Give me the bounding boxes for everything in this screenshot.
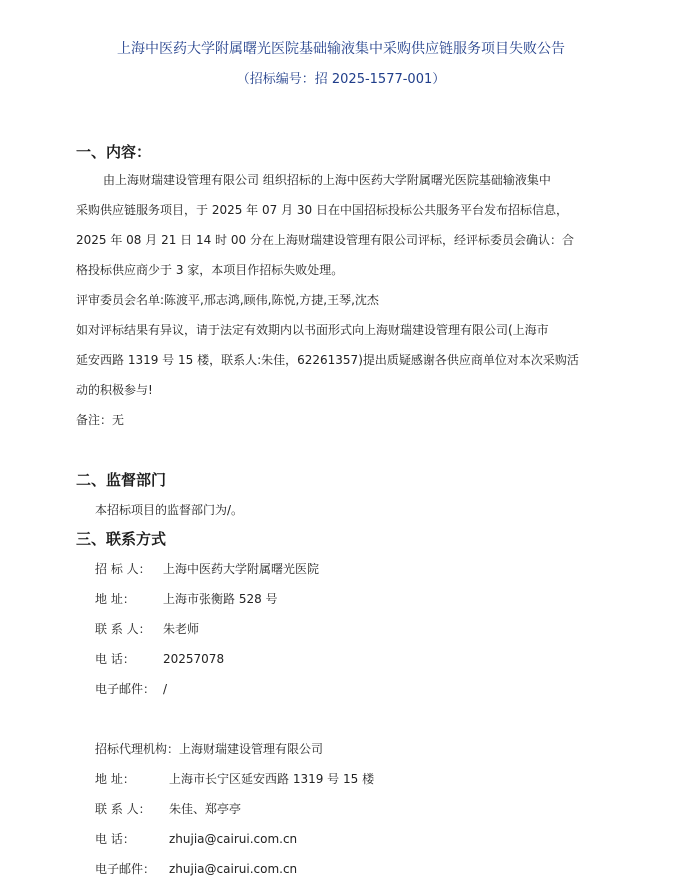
address-value: 上海市张衡路 528 号 (163, 592, 278, 606)
content-line-4: 格投标供应商少于 3 家，本项目作招标失败处理。 (76, 263, 344, 277)
agency-address-label: 地 址： (95, 772, 135, 786)
objection-line-1: 如对评标结果有异议，请于法定有效期内以书面形式向上海财瑞建设管理有限公司(上海市 (76, 323, 549, 337)
agency-phone-row (95, 831, 297, 847)
remark: 备注：无 (76, 413, 125, 427)
email-label: 电子邮件： (95, 682, 156, 696)
agency-address-row (95, 771, 374, 787)
tenderer-value: 上海中医药大学附属曙光医院 (163, 562, 320, 576)
tenderer-row (95, 561, 319, 577)
contact-label: 联 系 人： (95, 622, 151, 636)
address-label: 地 址： (95, 592, 135, 606)
tenderer-contact-row (95, 621, 199, 637)
content-line-1: 由上海财瑞建设管理有限公司 组织招标的上海中医药大学附属曙光医院基础输液集中 (103, 173, 551, 187)
tenderer-address-row (95, 591, 278, 607)
agency-contact-row (95, 801, 241, 817)
notice-title: 上海中医药大学附属曙光医院基础输液集中采购供应链服务项目失败公告 (117, 41, 565, 57)
content-line-3: 2025 年 08 月 21 日 14 时 00 分在上海财瑞建设管理有限公司评标，经评标委员会确认：合 (76, 233, 574, 247)
email-value: / (163, 682, 168, 696)
committee-list: 评审委员会名单:陈渡平,邢志鸿,顾伟,陈悦,方捷,王琴,沈杰 (76, 293, 379, 307)
content-line-2: 采购供应链服务项目，于 2025 年 07 月 30 日在中国招标投标公共服务平台发布招标信息， (76, 203, 568, 217)
agency-label: 招标代理机构： (95, 742, 180, 756)
objection-line-3: 动的积极参与! (76, 383, 153, 397)
contact-value: 朱老师 (163, 622, 200, 636)
agency-email-label: 电子邮件： (95, 862, 156, 876)
agency-address-value: 上海市长宁区延安西路 1319 号 15 楼 (169, 772, 375, 786)
agency-row (95, 741, 323, 757)
agency-email-row (95, 861, 297, 877)
agency-email-value: zhujia@cairui.com.cn (169, 862, 298, 876)
agency-contact-label: 联 系 人： (95, 802, 151, 816)
section-2-heading: 二、监督部门 (76, 471, 167, 489)
agency-value: 上海财瑞建设管理有限公司 (179, 742, 324, 756)
tenderer-email-row (95, 681, 167, 697)
section-3-heading: 三、联系方式 (76, 530, 167, 548)
tenderer-label: 招 标 人： (95, 562, 151, 576)
phone-value: 20257078 (163, 652, 225, 666)
tender-number: （招标编号：招 2025-1577-001） (236, 72, 446, 87)
supervision-text: 本招标项目的监督部门为/。 (95, 503, 244, 517)
agency-phone-label: 电 话： (95, 832, 135, 846)
tenderer-phone-row (95, 651, 224, 667)
objection-line-2: 延安西路 1319 号 15 楼，联系人:朱佳，62261357)提出质疑感谢各供应商单位对本次采购活 (76, 353, 579, 367)
section-1-heading: 一、内容： (76, 143, 152, 161)
phone-label: 电 话： (95, 652, 135, 666)
agency-phone-value: zhujia@cairui.com.cn (169, 832, 298, 846)
agency-contact-value: 朱佳、郑亭亭 (169, 802, 242, 816)
